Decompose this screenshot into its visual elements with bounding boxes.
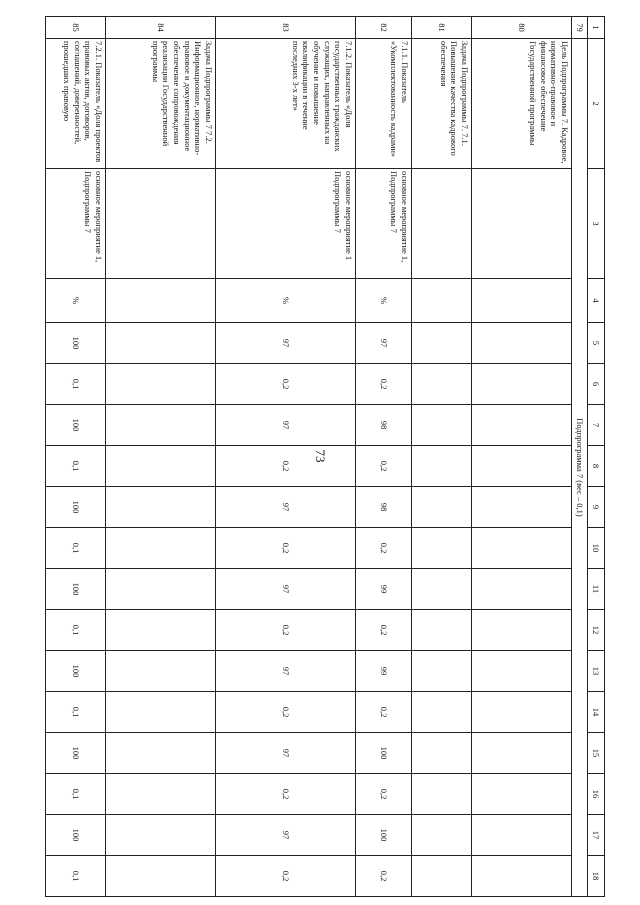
value-cell: 97 [216,323,356,364]
value-cell [472,323,572,364]
table-row [46,17,106,897]
value-cell: 99 [356,569,412,610]
row-number: 79 [572,17,588,39]
unit-cell [472,279,572,323]
value-cell [106,610,216,651]
value-cell: 0,1 [46,446,106,487]
header-cell-3: 3 [588,169,605,279]
value-cell [472,487,572,528]
value-cell: 97 [356,323,412,364]
value-cell: 100 [356,733,412,774]
value-cell: 97 [216,733,356,774]
section-row [572,17,588,897]
value-cell: 100 [46,323,106,364]
header-cell-6: 6 [588,364,605,405]
event-name [472,169,572,279]
value-cell: 100 [46,405,106,446]
value-cell: 98 [356,405,412,446]
header-cell-2: 2 [588,39,605,169]
value-cell: 100 [46,815,106,856]
value-cell: 97 [216,815,356,856]
value-cell: 0,2 [216,856,356,897]
value-cell [412,569,472,610]
indicator-name: 7.1.1. Показатель «Укомплектованность кадрами» [356,39,412,169]
header-cell-17: 17 [588,815,605,856]
value-cell: 0,1 [46,610,106,651]
table-row [412,17,472,897]
event-name: основное мероприятие 1, Подпрограммы 7 [46,169,106,279]
value-cell [106,774,216,815]
section-title: Подпрограмма 7 (вес – 0,1) [572,39,588,897]
indicator-table [45,16,605,897]
header-row [588,17,605,897]
table-row [356,17,412,897]
value-cell [472,528,572,569]
header-cell-9: 9 [588,487,605,528]
value-cell: 0,2 [356,364,412,405]
value-cell [412,528,472,569]
event-name: основное мероприятие 1, Подпрограммы 7 [356,169,412,279]
value-cell: 0,2 [216,364,356,405]
value-cell: 0,2 [216,774,356,815]
row-number: 80 [472,17,572,39]
event-name: основное мероприятие 1 Подпрограммы 7 [216,169,356,279]
value-cell: 0,2 [216,692,356,733]
header-cell-12: 12 [588,610,605,651]
header-cell-13: 13 [588,651,605,692]
value-cell [472,733,572,774]
value-cell [106,733,216,774]
value-cell [106,651,216,692]
value-cell [472,446,572,487]
value-cell: 0,2 [356,774,412,815]
value-cell [412,651,472,692]
value-cell: 100 [46,733,106,774]
row-number: 84 [106,17,216,39]
value-cell: 97 [216,651,356,692]
header-cell-7: 7 [588,405,605,446]
value-cell: 0,2 [356,528,412,569]
page-number: 73 [313,449,328,463]
value-cell [472,774,572,815]
value-cell: 0,2 [356,692,412,733]
value-cell [412,815,472,856]
value-cell [472,856,572,897]
header-cell-16: 16 [588,774,605,815]
value-cell: 99 [356,651,412,692]
value-cell [412,856,472,897]
value-cell: 0,2 [216,528,356,569]
unit-cell: % [216,279,356,323]
value-cell [412,405,472,446]
header-cell-5: 5 [588,323,605,364]
value-cell: 100 [46,487,106,528]
value-cell [106,528,216,569]
value-cell: 100 [356,815,412,856]
value-cell: 0,1 [46,856,106,897]
value-cell: 0,1 [46,528,106,569]
value-cell [412,364,472,405]
value-cell [106,815,216,856]
value-cell [106,487,216,528]
value-cell [472,651,572,692]
value-cell [106,405,216,446]
indicator-name: 7.2.1. Показатель «Доля проектов правовых актов, договоров, соглашений, доверенностей, прошедших правовую [46,39,106,169]
unit-cell [106,279,216,323]
value-cell: 97 [216,569,356,610]
row-number: 81 [412,17,472,39]
header-cell-1: 1 [588,17,605,39]
value-cell [106,856,216,897]
row-number: 82 [356,17,412,39]
table-row [216,17,356,897]
value-cell [472,405,572,446]
value-cell: 0,2 [216,446,356,487]
value-cell: 0,2 [356,446,412,487]
value-cell: 0,2 [356,610,412,651]
indicator-name: 7.1.2. Показатель «Доля государственных гражданских служащих, направленных на обучение и повышение квалификации в течение последних 3-х лет» [216,39,356,169]
indicator-name: Цель Подпрограммы 7. Кадровое, нормативно-правовое и финансовое обеспечение Государственной программы [472,39,572,169]
value-cell [106,446,216,487]
value-cell: 100 [46,651,106,692]
header-cell-11: 11 [588,569,605,610]
header-cell-15: 15 [588,733,605,774]
value-cell: 0,1 [46,364,106,405]
value-cell [472,692,572,733]
header-cell-8: 8 [588,446,605,487]
value-cell [412,610,472,651]
header-cell-18: 18 [588,856,605,897]
value-cell [472,815,572,856]
row-number: 83 [216,17,356,39]
value-cell [472,569,572,610]
value-cell: 98 [356,487,412,528]
indicator-name: Задача Подпрограммы 7. 7.1. Повышение качества кадрового обеспечения [412,39,472,169]
value-cell: 97 [216,405,356,446]
value-cell [412,487,472,528]
header-cell-4: 4 [588,279,605,323]
value-cell [106,692,216,733]
value-cell [412,446,472,487]
value-cell [472,364,572,405]
value-cell: 0,2 [356,856,412,897]
value-cell [412,692,472,733]
table-row [106,17,216,897]
value-cell [106,569,216,610]
value-cell [472,610,572,651]
unit-cell: % [46,279,106,323]
value-cell: 0,1 [46,774,106,815]
value-cell [106,364,216,405]
unit-cell [412,279,472,323]
value-cell [412,774,472,815]
value-cell: 100 [46,569,106,610]
event-name [412,169,472,279]
indicator-name: Задача Подпрограммы 7 7.2. Информационное, нормативно-правовое и документационное обеспечение сопровождения реализации Государственной программы [106,39,216,169]
header-cell-10: 10 [588,528,605,569]
table-row [472,17,572,897]
row-number: 85 [46,17,106,39]
unit-cell: % [356,279,412,323]
header-cell-14: 14 [588,692,605,733]
event-name [106,169,216,279]
value-cell [106,323,216,364]
value-cell [412,733,472,774]
value-cell [412,323,472,364]
value-cell: 0,2 [216,610,356,651]
value-cell: 0,1 [46,692,106,733]
value-cell: 97 [216,487,356,528]
rotated-table-sheet [64,16,605,896]
